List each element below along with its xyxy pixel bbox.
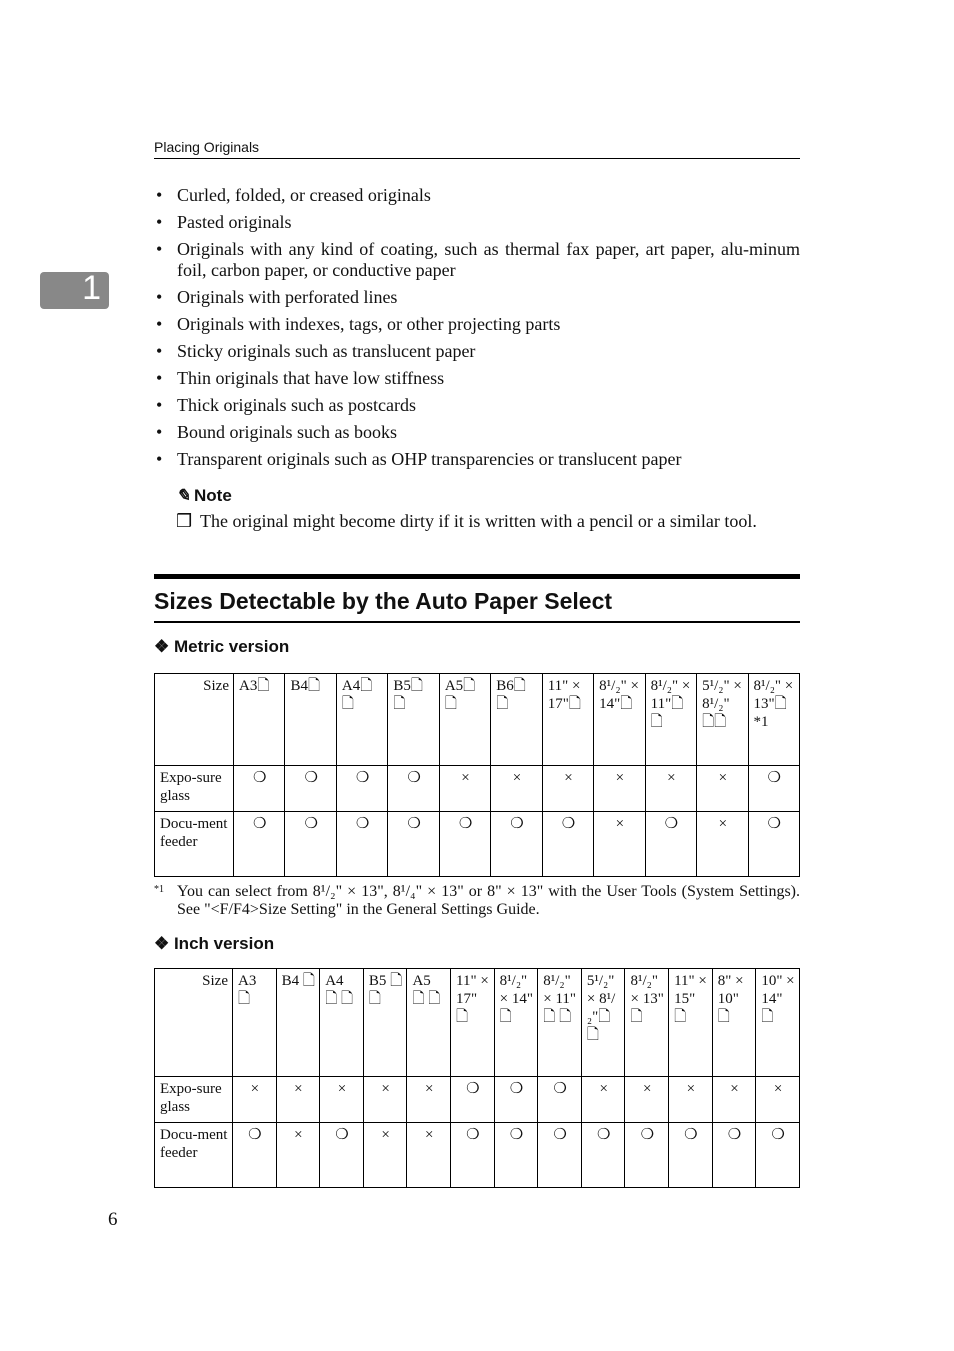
support-mark: × — [645, 766, 696, 812]
size-column-header: 11" × 17"🗋 — [542, 674, 593, 766]
size-column-header: 8¹/₂" × 14"🗋 — [594, 674, 645, 766]
size-column-header: 5¹/₂" × 8¹/₂" 🗋🗋 — [697, 674, 748, 766]
size-column-header: B5 🗋 🗋 — [363, 969, 407, 1077]
size-column-header: 8¹/₂" × 11"🗋 🗋 — [645, 674, 696, 766]
support-mark: × — [276, 1077, 320, 1123]
list-item: • Originals with any kind of coating, such as thermal fax paper, art paper, alu-minum foil, carbon paper, or conductive paper — [154, 239, 800, 281]
support-mark: × — [697, 766, 748, 812]
support-mark: × — [363, 1077, 407, 1123]
note-heading — [176, 486, 232, 506]
support-mark: × — [407, 1123, 451, 1188]
support-mark: × — [320, 1077, 364, 1123]
size-column-header: 10" × 14" 🗋 — [756, 969, 800, 1077]
support-mark: ❍ — [538, 1123, 582, 1188]
support-mark: ❍ — [285, 812, 336, 877]
support-mark: × — [439, 766, 490, 812]
support-mark: × — [491, 766, 542, 812]
table-corner-cell — [155, 969, 233, 1077]
list-item: • Curled, folded, or creased originals — [154, 185, 800, 206]
support-mark: ❍ — [233, 1123, 277, 1188]
support-mark: × — [594, 812, 645, 877]
page-number: 6 — [108, 1209, 118, 1230]
inch-heading: ❖ Inch version — [154, 934, 275, 953]
table-corner-cell — [155, 674, 234, 766]
metric-size-table — [154, 673, 800, 877]
support-mark: × — [542, 766, 593, 812]
size-column-header: B4 🗋 — [276, 969, 320, 1077]
chapter-tab — [40, 269, 109, 309]
row-label: Docu-ment feeder — [155, 812, 234, 877]
support-mark: ❍ — [669, 1123, 713, 1188]
table-row — [155, 1123, 800, 1188]
support-mark: ❍ — [581, 1123, 625, 1188]
support-mark: ❍ — [320, 1123, 364, 1188]
list-item: • Originals with indexes, tags, or other projecting parts — [154, 314, 800, 335]
support-mark: ❍ — [451, 1077, 495, 1123]
list-item: • Thin originals that have low stiffness — [154, 368, 800, 389]
support-mark: ❍ — [538, 1077, 582, 1123]
support-mark: ❍ — [439, 812, 490, 877]
support-mark: ❍ — [234, 766, 285, 812]
support-mark: × — [697, 812, 748, 877]
support-mark: × — [669, 1077, 713, 1123]
support-mark: ❍ — [748, 812, 799, 877]
inch-size-table — [154, 968, 800, 1188]
support-mark: × — [581, 1077, 625, 1123]
row-label: Expo-sure glass — [155, 1077, 233, 1123]
list-item: • Pasted originals — [154, 212, 800, 233]
support-mark: ❍ — [451, 1123, 495, 1188]
size-column-header: A4🗋 🗋 — [336, 674, 387, 766]
list-item: • Transparent originals such as OHP transparencies or translucent paper — [154, 449, 800, 470]
footnote — [154, 883, 800, 919]
size-label: Size — [203, 678, 229, 694]
size-column-header: B5🗋 🗋 — [388, 674, 439, 766]
originals-bullet-list — [154, 185, 800, 476]
table-row — [155, 1077, 800, 1123]
size-column-header: A5 🗋 🗋 — [407, 969, 451, 1077]
support-mark: × — [594, 766, 645, 812]
support-mark: × — [712, 1077, 756, 1123]
size-column-header: 8" × 10" 🗋 — [712, 969, 756, 1077]
size-column-header: 8¹/₂" × 11" 🗋 🗋 — [538, 969, 582, 1077]
section-heading — [154, 574, 800, 623]
support-mark: × — [363, 1123, 407, 1188]
pencil-icon: ✎ — [176, 486, 191, 505]
list-item: • Originals with perforated lines — [154, 287, 800, 308]
size-column-header: B6🗋 🗋 — [491, 674, 542, 766]
running-header: Placing Originals — [154, 139, 800, 159]
support-mark: ❍ — [625, 1123, 669, 1188]
support-mark: ❍ — [494, 1077, 538, 1123]
list-item: • Thick originals such as postcards — [154, 395, 800, 416]
support-mark: ❍ — [756, 1123, 800, 1188]
support-mark: × — [276, 1123, 320, 1188]
support-mark: × — [756, 1077, 800, 1123]
chapter-number: 1 — [82, 269, 101, 307]
table-row — [155, 766, 800, 812]
note-text: The original might become dirty if it is written with a pencil or a similar tool. — [200, 511, 757, 531]
size-column-header: A3 🗋 — [233, 969, 277, 1077]
size-column-header: 5¹/₂" × 8¹/₂"🗋 🗋 — [581, 969, 625, 1077]
metric-heading: ❖ Metric version — [154, 637, 290, 656]
support-mark: ❍ — [494, 1123, 538, 1188]
size-column-header: 8¹/₂" × 13" 🗋 — [625, 969, 669, 1077]
support-mark: ❍ — [491, 812, 542, 877]
size-column-header: A5🗋 🗋 — [439, 674, 490, 766]
support-mark: ❍ — [748, 766, 799, 812]
size-column-header: B4🗋 — [285, 674, 336, 766]
footnote-mark: *1 — [154, 884, 164, 895]
size-column-header: 8¹/₂" × 14" 🗋 — [494, 969, 538, 1077]
note-heading-label: Note — [194, 486, 232, 505]
support-mark: ❍ — [388, 766, 439, 812]
support-mark: × — [407, 1077, 451, 1123]
table-header-row — [155, 969, 800, 1077]
size-column-header: 11" × 15" 🗋 — [669, 969, 713, 1077]
row-label: Expo-sure glass — [155, 766, 234, 812]
support-mark: × — [625, 1077, 669, 1123]
list-item: • Bound originals such as books — [154, 422, 800, 443]
checkbox-icon: ❒ — [176, 511, 193, 531]
section-title: Sizes Detectable by the Auto Paper Select — [154, 588, 613, 614]
size-column-header: 11" × 17" 🗋 — [451, 969, 495, 1077]
support-mark: ❍ — [645, 812, 696, 877]
support-mark: ❍ — [234, 812, 285, 877]
list-item: • Sticky originals such as translucent paper — [154, 341, 800, 362]
table-header-row — [155, 674, 800, 766]
size-column-header: A3🗋 — [234, 674, 285, 766]
support-mark: ❍ — [285, 766, 336, 812]
table-row — [155, 812, 800, 877]
support-mark: × — [233, 1077, 277, 1123]
support-mark: ❍ — [712, 1123, 756, 1188]
note-body — [176, 511, 800, 532]
support-mark: ❍ — [388, 812, 439, 877]
support-mark: ❍ — [336, 766, 387, 812]
support-mark: ❍ — [336, 812, 387, 877]
size-column-header: A4 🗋 🗋 — [320, 969, 364, 1077]
size-column-header: 8¹/₂" × 13"🗋 *1 — [748, 674, 799, 766]
support-mark: ❍ — [542, 812, 593, 877]
size-label: Size — [202, 973, 228, 989]
footnote-text: You can select from 8¹/₂" × 13", 8¹/₄" × 13" or 8" × 13" with the User Tools (System Settings). See "<F/F4>Size Setting" in the General Settings Guide. — [177, 883, 800, 918]
row-label: Docu-ment feeder — [155, 1123, 233, 1188]
